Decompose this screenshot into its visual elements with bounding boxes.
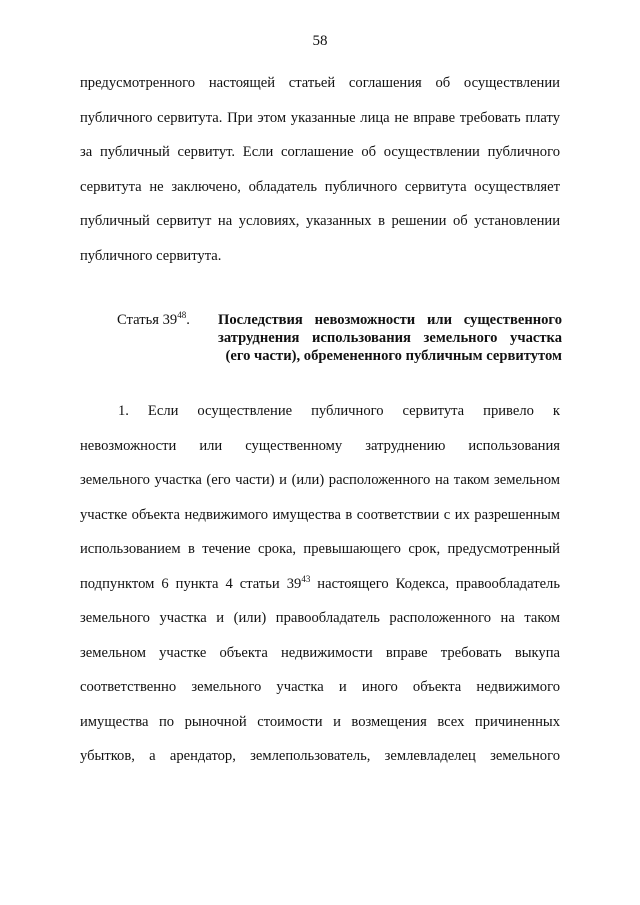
article-title-line: (его части), обремененного публичным сервитутом xyxy=(225,348,562,364)
text-line: земельного участка и (или) правообладатель расположенного на таком xyxy=(80,610,560,626)
text-line: сервитута не заключено, обладатель публичного сервитута осуществляет xyxy=(80,178,560,195)
text-line: земельном участке объекта недвижимости вправе требовать выкупа xyxy=(80,644,560,661)
paragraph-point-1 xyxy=(80,394,560,774)
article-number xyxy=(117,311,190,329)
article-title-line: Последствия невозможности или существенного xyxy=(218,312,562,328)
text-fragment: подпунктом 6 пункта 4 статьи 39 xyxy=(80,575,302,592)
text-line: за публичный сервитут. Если соглашение об осуществлении публичного xyxy=(80,144,560,160)
article-label: Статья 39 xyxy=(117,312,178,328)
page-number: 58 xyxy=(312,33,328,49)
text-line: соответственно земельного участка и иного объекта недвижимого xyxy=(80,679,560,695)
text-line: невозможности или существенному затруднению использования xyxy=(80,437,560,454)
reference-superscript: 43 xyxy=(301,573,311,584)
text-line: убытков, а арендатор, землепользователь, землевладелец земельного xyxy=(80,748,560,764)
text-line: предусмотренного настоящей статьей соглашения об осуществлении xyxy=(80,75,560,91)
paragraph-continuation xyxy=(80,66,560,273)
text-line: земельного участка (его части) и (или) расположенного на таком земельном xyxy=(80,472,560,488)
text-line: 1. Если осуществление публичного сервитута привело к xyxy=(118,403,560,419)
article-title-line: затруднения использования земельного участка xyxy=(218,330,562,346)
text-line: имущества по рыночной стоимости и возмещения всех причиненных xyxy=(80,713,560,730)
text-line: публичного сервитута. При этом указанные лица не вправе требовать плату xyxy=(80,109,560,126)
article-title xyxy=(218,311,562,365)
text-line: публичного сервитута. xyxy=(80,247,222,264)
article-label-suffix: . xyxy=(186,312,190,328)
text-line: участке объекта недвижимого имущества в соответствии с их разрешенным xyxy=(80,506,560,523)
text-line: использованием в течение срока, превышающего срок, предусмотренный xyxy=(80,541,560,557)
text-line-with-reference xyxy=(80,567,560,602)
article-label-superscript: 48 xyxy=(177,310,187,321)
text-fragment: настоящего Кодекса, правообладатель xyxy=(310,575,560,592)
text-line: публичный сервитут на условиях, указанных в решении об установлении xyxy=(80,213,560,229)
